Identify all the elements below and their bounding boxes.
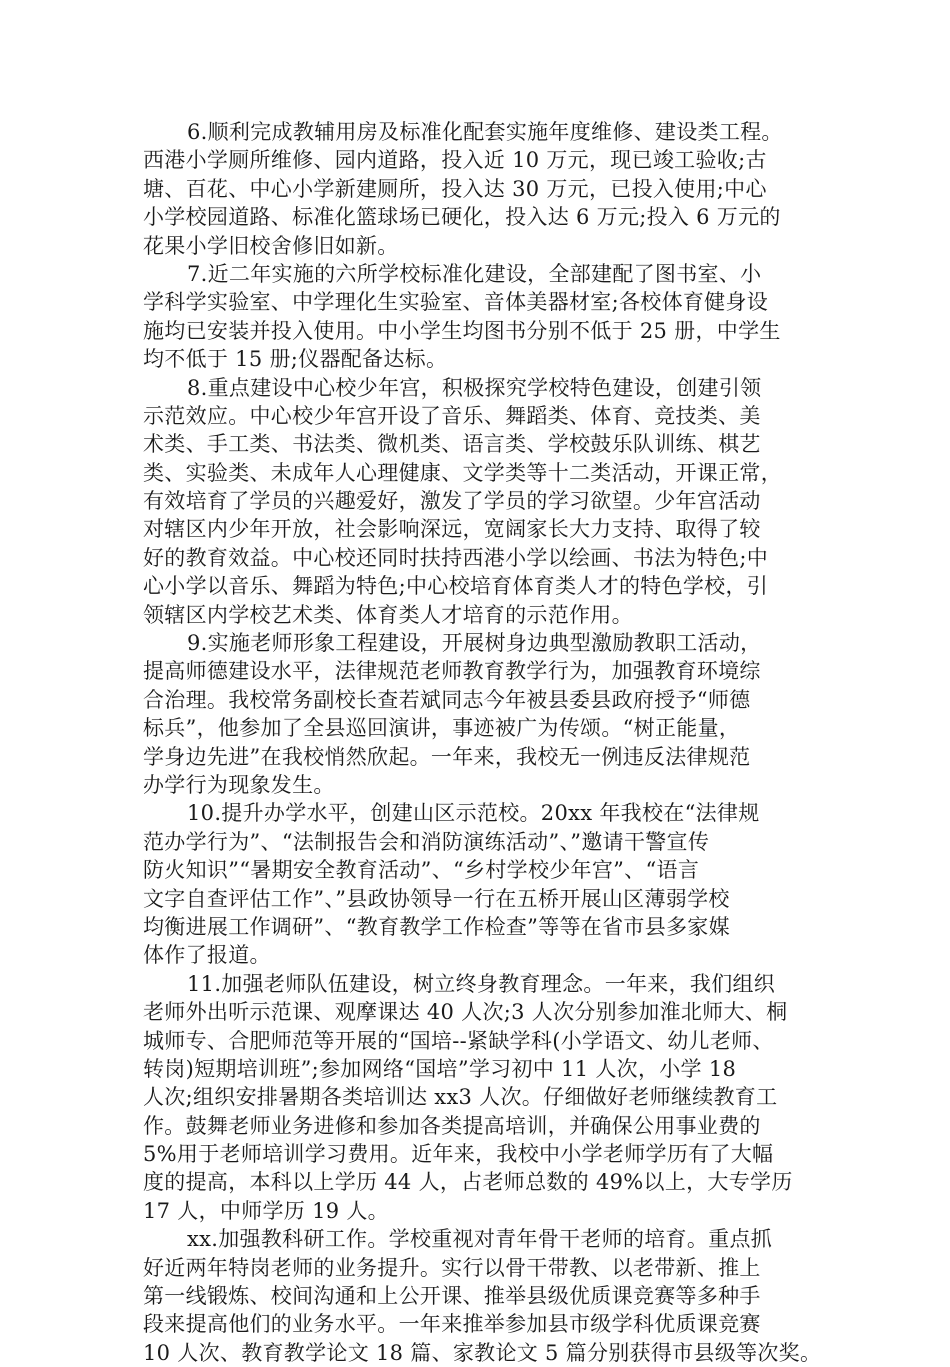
text-line: 城师专、合肥师范等开展的“国培--紧缺学科(小学语文、幼儿老师、	[143, 1028, 774, 1053]
text-line: 体作了报道。	[143, 943, 271, 968]
text-line: 转岗)短期培训班”;参加网络“国培”学习初中 11 人次，小学 18	[143, 1056, 737, 1081]
text-line: 施均已安装并投入使用。中小学生均图书分别不低于 25 册，中学生	[143, 318, 781, 343]
text-line: 5%用于老师培训学习费用。近年来，我校中小学老师学历有了大幅	[143, 1142, 774, 1167]
text-line: 学科学实验室、中学理化生实验室、音体美器材室;各校体育健身设	[143, 290, 769, 315]
text-line: 均不低于 15 册;仪器配备达标。	[143, 347, 448, 372]
text-line: 合治理。我校常务副校长查若斌同志今年被县委县政府授予“师德	[143, 687, 751, 712]
text-line: 10 人次、教育教学论文 18 篇、家教论文 5 篇分别获得市县级等次奖。	[143, 1340, 822, 1365]
text-line: 作。鼓舞老师业务进修和参加各类提高培训，并确保公用事业费的	[143, 1113, 761, 1138]
text-line: 8.重点建设中心校少年宫，积极探究学校特色建设，创建引领	[187, 375, 762, 400]
text-line: 文字自查评估工作”、”县政协领导一行在五桥开展山区薄弱学校	[143, 886, 730, 911]
text-line: 老师外出听示范课、观摩课达 40 人次;3 人次分别参加淮北师大、桐	[143, 1000, 788, 1025]
text-line: 6.顺利完成教辅用房及标准化配套实施年度维修、建设类工程。	[187, 120, 783, 144]
text-line: 学身边先进”在我校悄然欣起。一年来，我校无一例违反法律规范	[143, 744, 751, 769]
text-line: 塘、百花、中心小学新建厕所，投入达 30 万元，已投入使用;中心	[143, 176, 767, 201]
text-line: 提高师德建设水平，法律规范老师教育教学行为，加强教育环境综	[143, 659, 761, 684]
text-line: 心小学以音乐、舞蹈为特色;中心校培育体育类人才的特色学校，引	[143, 574, 769, 599]
text-line: 均衡进展工作调研”、“教育教学工作检查”等等在省市县多家媒	[143, 914, 730, 939]
document-body	[143, 118, 833, 1367]
text-line: 度的提高，本科以上学历 44 人，占老师总数的 49%以上，大专学历	[143, 1170, 793, 1195]
paragraph	[143, 799, 833, 969]
text-line: 人次;组织安排暑期各类培训达 xx3 人次。仔细做好老师继续教育工	[143, 1085, 778, 1110]
text-line: 类、实验类、未成年人心理健康、文学类等十二类活动，开课正常，	[143, 460, 782, 485]
text-line: 第一线锻炼、校间沟通和上公开课、推举县级优质课竞赛等多种手	[143, 1284, 761, 1309]
text-line: 领辖区内学校艺术类、体育类人才培育的示范作用。	[143, 602, 633, 627]
text-line: 防火知识”“暑期安全教育活动”、“乡村学校少年宫”、“语言	[143, 858, 700, 883]
text-line: 17 人，中师学历 19 人。	[143, 1198, 389, 1223]
text-line: 好的教育效益。中心校还同时扶持西港小学以绘画、书法为特色;中	[143, 545, 769, 570]
text-line: 9.实施老师形象工程建设，开展树身边典型激励教职工活动，	[187, 631, 762, 656]
text-line: 西港小学厕所维修、园内道路，投入近 10 万元，现已竣工验收;古	[143, 148, 767, 173]
text-line: 11.加强老师队伍建设，树立终身教育理念。一年来，我们组织	[187, 971, 776, 996]
paragraph	[143, 970, 833, 1226]
paragraph	[143, 260, 833, 374]
text-line: 对辖区内少年开放，社会影响深远，宽阔家长大力支持、取得了较	[143, 517, 761, 542]
text-line: 范办学行为”、“法制报告会和消防演练活动”、”邀请干警宣传	[143, 829, 710, 854]
paragraph	[143, 1225, 833, 1367]
text-line: 有效培育了学员的兴趣爱好，激发了学员的学习欲望。少年宫活动	[143, 489, 761, 514]
text-line: 示范效应。中心校少年宫开设了音乐、舞蹈类、体育、竞技类、美	[143, 403, 761, 428]
text-line: 7.近二年实施的六所学校标准化建设，全部建配了图书室、小	[187, 261, 762, 286]
text-line: 标兵”，他参加了全县巡回演讲，事迹被广为传颂。“树正能量，	[143, 716, 741, 741]
text-line: 花果小学旧校舍修旧如新。	[143, 233, 399, 258]
paragraph	[143, 629, 833, 799]
text-line: 小学校园道路、标准化篮球场已硬化，投入达 6 万元;投入 6 万元的	[143, 205, 781, 230]
text-line: 办学行为现象发生。	[143, 772, 335, 797]
text-line: xx.加强教科研工作。学校重视对青年骨干老师的培育。重点抓	[187, 1227, 773, 1252]
paragraph	[143, 118, 833, 260]
paragraph	[143, 374, 833, 630]
text-line: 10.提升办学水平，创建山区示范校。20xx 年我校在“法律规	[187, 801, 760, 826]
text-line: 术类、手工类、书法类、微机类、语言类、学校鼓乐队训练、棋艺	[143, 432, 761, 457]
text-line: 段来提高他们的业务水平。一年来推举参加县市级学科优质课竞赛	[143, 1312, 761, 1337]
text-line: 好近两年特岗老师的业务提升。实行以骨干带教、以老带新、推上	[143, 1255, 761, 1280]
